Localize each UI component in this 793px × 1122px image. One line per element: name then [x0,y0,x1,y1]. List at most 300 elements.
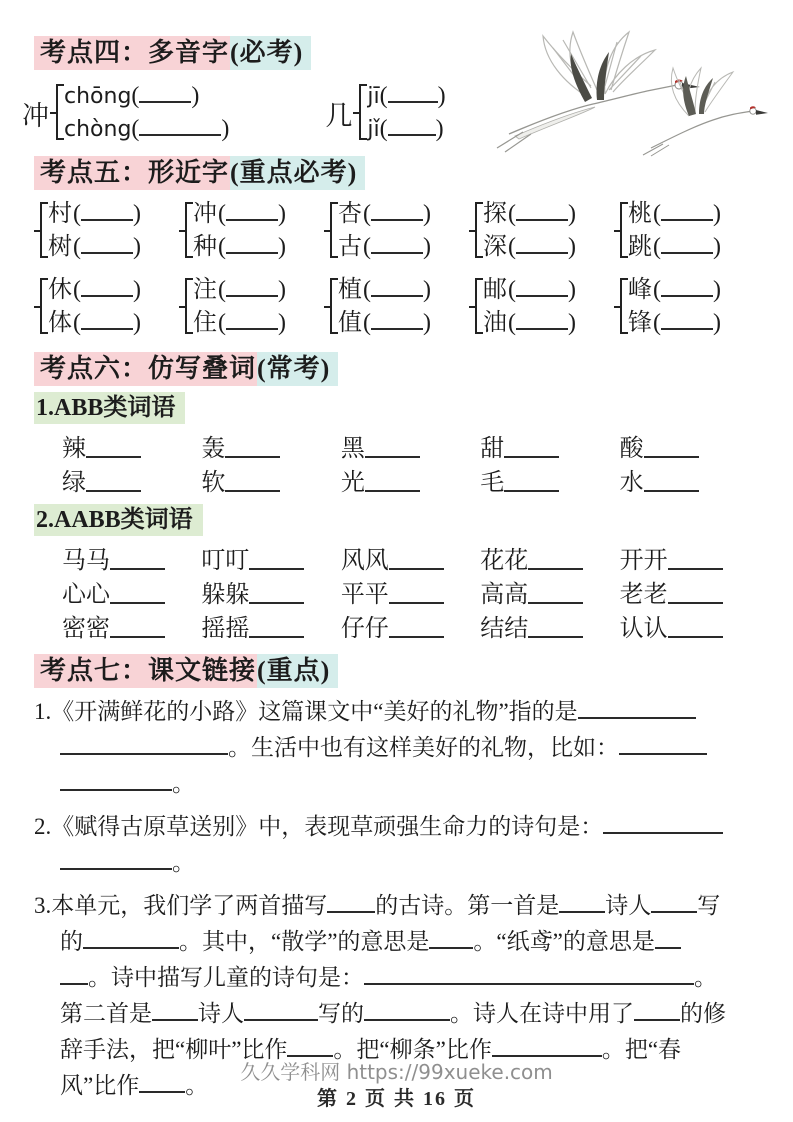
paren-open: ( [218,201,226,227]
answer-blank [661,281,713,297]
answer-blank [661,314,713,330]
char-line [338,307,431,340]
paren-open: ( [363,310,371,336]
polyphonic-readings [64,80,229,146]
answer-blank [388,87,438,103]
answer-blank [110,554,165,570]
answer-blank [226,205,278,221]
paren-close: ) [133,201,141,227]
answer-blank [516,238,568,254]
question-text: 。把“春 [601,1037,682,1062]
answer-blank [516,205,568,221]
question-text: 3.本单元，我们学了两首描写 [34,893,328,918]
answer-blank [364,1006,450,1021]
polyphonic-item [22,80,229,146]
question-line [34,730,759,766]
question-text: 。生活中也有这样美好的礼物，比如： [228,735,619,760]
paren-open: ( [379,116,388,142]
answer-blank [661,205,713,221]
answer-blank [139,120,221,136]
answer-blank [528,588,583,604]
char-pair-column [338,198,431,264]
word-text: 风风 [340,548,389,574]
word-text: 心心 [62,582,110,608]
section7-title: 考点七：课文链接 [34,654,257,688]
char-line [193,274,286,307]
brace-icon [179,274,193,340]
paren-close: ) [435,116,444,142]
word-blank-item [62,578,201,612]
section5-title: 考点五：形近字 [34,156,230,190]
brace-icon [179,198,193,264]
answer-blank [365,442,420,458]
paren-close: ) [713,310,721,336]
char-line [338,198,431,231]
question-text: 。诗中描写儿童的诗句是： [88,965,364,990]
char-text: 树 [48,234,72,260]
char-pair-column [48,198,141,264]
word-text: 仔仔 [340,616,389,642]
char-line [48,231,141,264]
word-blank-item [62,544,201,578]
answer-blank [644,442,699,458]
polyphonic-char: 冲 [22,100,49,131]
word-blank-item [341,466,480,500]
word-blank-item [620,578,759,612]
word-blank-item [480,432,619,466]
char-line [483,307,576,340]
section4-tag: (必考) [230,36,311,70]
pinyin-text: chōng [64,84,132,109]
paren-close: ) [278,277,286,303]
paren-close: ) [568,310,576,336]
paren-open: ( [73,310,81,336]
question [34,694,759,802]
paren-open: ( [379,83,388,109]
paren-close: ) [278,310,286,336]
pinyin-text: jǐ [367,117,380,142]
char-text: 植 [338,277,362,303]
question-line [34,845,759,881]
answer-blank [371,314,423,330]
char-text: 冲 [193,201,217,227]
answer-blank [559,898,605,913]
char-line [338,274,431,307]
brace-icon [324,198,338,264]
question-line [34,924,759,960]
paren-close: ) [437,83,446,109]
question-text: 2.《赋得古原草送别》中，表现草顽强生命力的诗句是： [34,814,604,839]
question-text: 的 [60,929,83,954]
word-text: 结结 [480,616,529,642]
word-text: 水 [619,470,644,496]
answer-blank [249,554,304,570]
word-text: 马马 [62,548,110,574]
question-text: 的修 [680,1001,726,1026]
paren-open: ( [508,310,516,336]
char-pair [469,198,614,264]
char-pair [34,274,179,340]
word-text: 叮叮 [201,548,250,574]
word-blank-item [620,612,759,646]
question-line [34,996,759,1032]
answer-blank [388,120,436,136]
page-number: 第 2 页 共 16 页 [317,1088,476,1110]
word-text: 高高 [480,582,529,608]
char-line [628,307,721,340]
word-text: 辣 [62,436,86,462]
answer-blank [225,442,280,458]
word-blank-item [480,466,619,500]
answer-blank [86,476,141,492]
pinyin-text: jī [367,84,380,109]
answer-blank [60,740,228,755]
word-blank-item [62,432,201,466]
answer-blank [661,238,713,254]
char-line [193,198,286,231]
question-text: 写的 [318,1001,364,1026]
char-pair [614,198,759,264]
polyphonic-char: 几 [325,100,353,131]
paren-close: ) [423,277,431,303]
word-row [34,612,759,646]
char-line [628,274,721,307]
answer-blank [668,588,723,604]
answer-blank [516,281,568,297]
char-text: 深 [483,234,507,260]
char-pair [179,274,324,340]
word-row [34,544,759,578]
char-text: 峰 [628,277,652,303]
word-text: 酸 [619,436,644,462]
answer-blank [655,934,681,949]
pinyin-line [367,113,445,146]
paren-close: ) [133,310,141,336]
question-line [34,888,759,924]
answer-blank [371,238,423,254]
section6-tag: (常考) [257,352,338,386]
word-blank-item [620,432,759,466]
paren-open: ( [218,277,226,303]
char-text: 古 [338,234,362,260]
paren-close: ) [568,234,576,260]
brace-icon [324,274,338,340]
paren-open: ( [653,234,661,260]
answer-blank [528,554,583,570]
answer-blank [389,554,444,570]
answer-blank [110,622,165,638]
answer-blank [504,442,559,458]
paren-open: ( [653,310,661,336]
section7-heading [34,654,338,688]
word-text: 密密 [62,616,110,642]
question-line [34,766,759,802]
paren-open: ( [363,277,371,303]
answer-blank [81,205,133,221]
word-blank-item [62,612,201,646]
answer-blank [644,476,699,492]
word-blank-item [201,466,340,500]
char-pair [614,274,759,340]
answer-blank [389,622,444,638]
answer-blank [504,476,559,492]
paren-open: ( [508,234,516,260]
answer-blank [81,314,133,330]
question-text: 。 [172,771,195,796]
paren-close: ) [278,201,286,227]
char-text: 杏 [338,201,362,227]
similar-char-grid [34,198,759,340]
answer-blank [619,740,707,755]
paren-open: ( [363,234,371,260]
brace-icon [50,80,64,146]
word-text: 软 [201,470,226,496]
char-pair [34,198,179,264]
char-text: 桃 [628,201,652,227]
char-text: 跳 [628,234,652,260]
question-text: 。把“柳条”比作 [333,1037,492,1062]
section4-heading [34,36,311,70]
word-blank-item [201,612,340,646]
word-text: 绿 [62,470,86,496]
paren-close: ) [568,201,576,227]
question-text: 1.《开满鲜花的小路》这篇课文中“美好的礼物”指的是 [34,699,578,724]
word-text: 花花 [480,548,529,574]
answer-blank [152,1006,198,1021]
word-blank-item [480,578,619,612]
aabb-group-label: 2.AABB类词语 [34,504,203,536]
answer-blank [249,622,304,638]
answer-blank [81,238,133,254]
paren-open: ( [131,116,140,142]
answer-blank [60,970,88,985]
char-pair [324,198,469,264]
question-text: 。 [185,1073,209,1098]
paren-close: ) [221,116,230,142]
paren-open: ( [653,201,661,227]
word-row [34,466,759,500]
char-line [48,198,141,231]
word-text: 黑 [340,436,365,462]
question-text: 。诗人在诗中用了 [450,1001,634,1026]
section5-heading [34,156,365,190]
char-text: 注 [193,277,217,303]
answer-blank [429,934,473,949]
section6-title: 考点六：仿写叠词 [34,352,257,386]
char-line [48,274,141,307]
answer-blank [578,704,696,719]
word-text: 躲躲 [201,582,250,608]
answer-blank [603,819,723,834]
abb-rows [34,432,759,500]
pinyin-text: chòng [64,117,132,142]
word-blank-item [341,432,480,466]
answer-blank [83,934,179,949]
char-pair [179,198,324,264]
question-text: 写 [697,893,721,918]
word-blank-item [341,544,480,578]
aabb-rows [34,544,759,646]
question-text: 诗人 [198,1001,244,1026]
question-text: 。其中，“散学”的意思是 [179,929,430,954]
char-pair [324,274,469,340]
word-text: 摇摇 [201,616,250,642]
question-text: 第二首是 [60,1001,152,1026]
char-text: 体 [48,310,72,336]
paren-close: ) [423,201,431,227]
char-pair-column [483,274,576,340]
paren-open: ( [363,201,371,227]
question-text: 。 [172,850,195,875]
char-text: 村 [48,201,72,227]
pinyin-line [64,113,229,146]
section4-title: 考点四：多音字 [34,36,230,70]
pinyin-line [64,80,229,113]
word-blank-item [620,466,759,500]
question-text: 的古诗。第一首是 [375,893,560,918]
word-row [34,432,759,466]
char-pair-column [193,274,286,340]
word-blank-item [62,466,201,500]
question-line [34,809,759,845]
answer-blank [371,205,423,221]
pinyin-line [367,80,445,113]
answer-blank [139,87,191,103]
question [34,809,759,881]
answer-blank [634,1006,680,1021]
answer-blank [60,776,172,791]
char-pair-column [628,198,721,264]
word-blank-item [341,578,480,612]
answer-blank [86,442,141,458]
answer-blank [668,622,723,638]
char-line [193,231,286,264]
paren-close: ) [278,234,286,260]
char-line [483,231,576,264]
word-blank-item [620,544,759,578]
char-text: 探 [483,201,507,227]
answer-blank [528,622,583,638]
paren-open: ( [653,277,661,303]
brace-icon [614,198,628,264]
cranes-illustration [493,24,771,158]
char-text: 休 [48,277,72,303]
paren-open: ( [508,277,516,303]
question-text: 风”比作 [60,1073,140,1098]
paren-close: ) [423,310,431,336]
paren-close: ) [568,277,576,303]
answer-blank [249,588,304,604]
paren-close: ) [191,83,200,109]
question-text: 辞手法，把“柳叶”比作 [60,1037,288,1062]
word-text: 轰 [201,436,226,462]
char-pair-column [628,274,721,340]
word-text: 认认 [619,616,668,642]
char-pair-column [193,198,286,264]
paren-open: ( [73,201,81,227]
paren-close: ) [713,234,721,260]
paren-open: ( [131,83,140,109]
question-line [34,694,759,730]
answer-blank [371,281,423,297]
word-blank-item [201,544,340,578]
answer-blank [110,588,165,604]
answer-blank [389,588,444,604]
char-text: 种 [193,234,217,260]
section6-heading [34,352,338,386]
char-pair-column [48,274,141,340]
word-text: 甜 [480,436,505,462]
char-text: 值 [338,310,362,336]
brace-icon [34,274,48,340]
word-blank-item [480,612,619,646]
answer-blank [516,314,568,330]
paren-close: ) [133,277,141,303]
answer-blank [81,281,133,297]
paren-open: ( [73,277,81,303]
answer-blank [244,1006,318,1021]
char-line [48,307,141,340]
word-blank-item [201,432,340,466]
word-blank-item [480,544,619,578]
word-text: 光 [340,470,365,496]
word-text: 开开 [619,548,668,574]
paren-open: ( [73,234,81,260]
section7-tag: (重点) [257,654,338,688]
questions [34,694,759,1104]
char-text: 住 [193,310,217,336]
paren-open: ( [508,201,516,227]
word-text: 老老 [619,582,668,608]
answer-blank [226,238,278,254]
paren-close: ) [713,201,721,227]
char-line [193,307,286,340]
page-footer [0,1060,793,1112]
char-text: 锋 [628,310,652,336]
answer-blank [226,281,278,297]
char-text: 油 [483,310,507,336]
word-text: 毛 [480,470,505,496]
question-line [34,960,759,996]
question-text: 。“纸鸢”的意思是 [473,929,655,954]
char-line [483,198,576,231]
answer-blank [651,898,697,913]
answer-blank [327,898,375,913]
watermark-site: 久久学科网 https://99xueke.com [240,1060,553,1084]
char-line [628,198,721,231]
answer-blank [60,855,172,870]
paren-close: ) [713,277,721,303]
answer-blank [226,314,278,330]
brace-icon [469,198,483,264]
char-pair-column [338,274,431,340]
paren-close: ) [423,234,431,260]
answer-blank [287,1042,333,1057]
abb-group-label: 1.ABB类词语 [34,392,185,424]
char-line [338,231,431,264]
char-pair [469,274,614,340]
answer-blank [492,1042,602,1057]
paren-open: ( [218,234,226,260]
answer-blank [364,970,694,985]
brace-icon [353,80,367,146]
brace-icon [614,274,628,340]
answer-blank [365,476,420,492]
char-line [483,274,576,307]
word-row [34,578,759,612]
brace-icon [469,274,483,340]
word-blank-item [341,612,480,646]
